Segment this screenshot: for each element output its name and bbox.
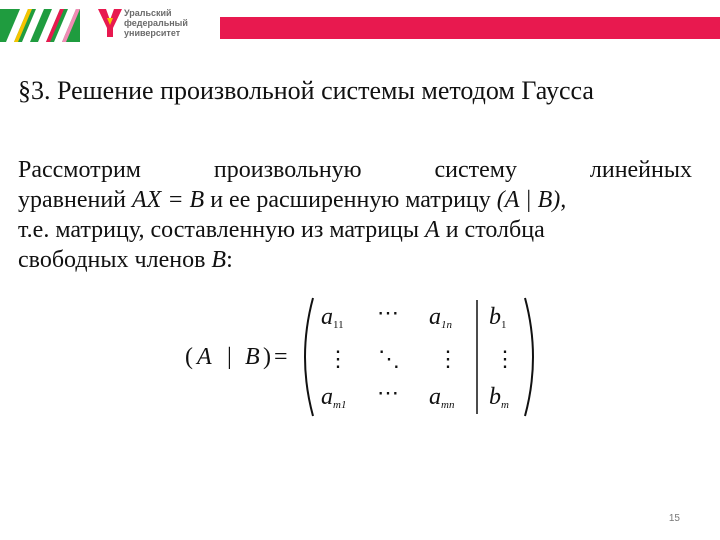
equals-sign: = — [274, 344, 288, 370]
entry-a11: a11 — [321, 304, 344, 331]
university-logo-icon — [97, 8, 123, 38]
lhs-a: A — [197, 344, 212, 370]
lhs-open-paren: ( — [185, 344, 193, 370]
lhs-b: B — [245, 344, 260, 370]
hdots-row1: ⋯ — [377, 300, 399, 325]
logo-line: Уральский — [124, 8, 172, 18]
slide-paragraph — [18, 155, 692, 275]
lhs-bar: | — [227, 344, 232, 370]
paragraph-line-4 — [18, 245, 692, 275]
university-logo-text — [124, 8, 188, 38]
paragraph-line-2 — [18, 185, 692, 215]
entry-bm: bm — [489, 384, 509, 411]
matrix-left-paren — [305, 298, 313, 416]
lhs-close-paren: ) — [263, 344, 271, 370]
vdots-col4: ⋮ — [494, 346, 516, 371]
ddots-center: ⋱ — [378, 346, 400, 371]
matrix-right-paren — [525, 298, 533, 416]
text-span: т.е. матрицу, составленную из матрицы — [18, 217, 426, 243]
text-span: свободных членов — [18, 247, 212, 273]
hdots-row3: ⋯ — [377, 380, 399, 405]
column-b-symbol: B — [211, 247, 227, 273]
slide-title: §3. Решение произвольной системы методом Гаусса — [18, 76, 594, 105]
augmented-matrix-notation: (A | B), — [496, 187, 567, 213]
logo-line: федеральный — [124, 18, 188, 28]
augmented-matrix-formula — [185, 292, 545, 422]
vdots-col1: ⋮ — [327, 346, 349, 371]
entry-amn: amn — [429, 384, 455, 411]
logo-line: университет — [124, 28, 181, 38]
equation-ax-b: AX = B — [132, 187, 205, 213]
text-span: : — [226, 247, 233, 273]
logo-stripes — [0, 9, 80, 42]
matrix-a-symbol: A — [425, 217, 440, 243]
entry-am1: am1 — [321, 384, 347, 411]
header-accent-bar — [220, 17, 720, 39]
vdots-col3: ⋮ — [437, 346, 459, 371]
text-span: и столбца — [439, 217, 545, 243]
text-span: уравнений — [18, 187, 133, 213]
text-span: и ее расширенную матрицу — [204, 187, 497, 213]
paragraph-line-3 — [18, 215, 692, 245]
page-number: 15 — [668, 513, 680, 524]
entry-a1n: a1n — [429, 304, 452, 331]
paragraph-line-1: Рассмотрим произвольную систему линейных — [18, 157, 692, 183]
entry-b1: b1 — [489, 304, 507, 331]
